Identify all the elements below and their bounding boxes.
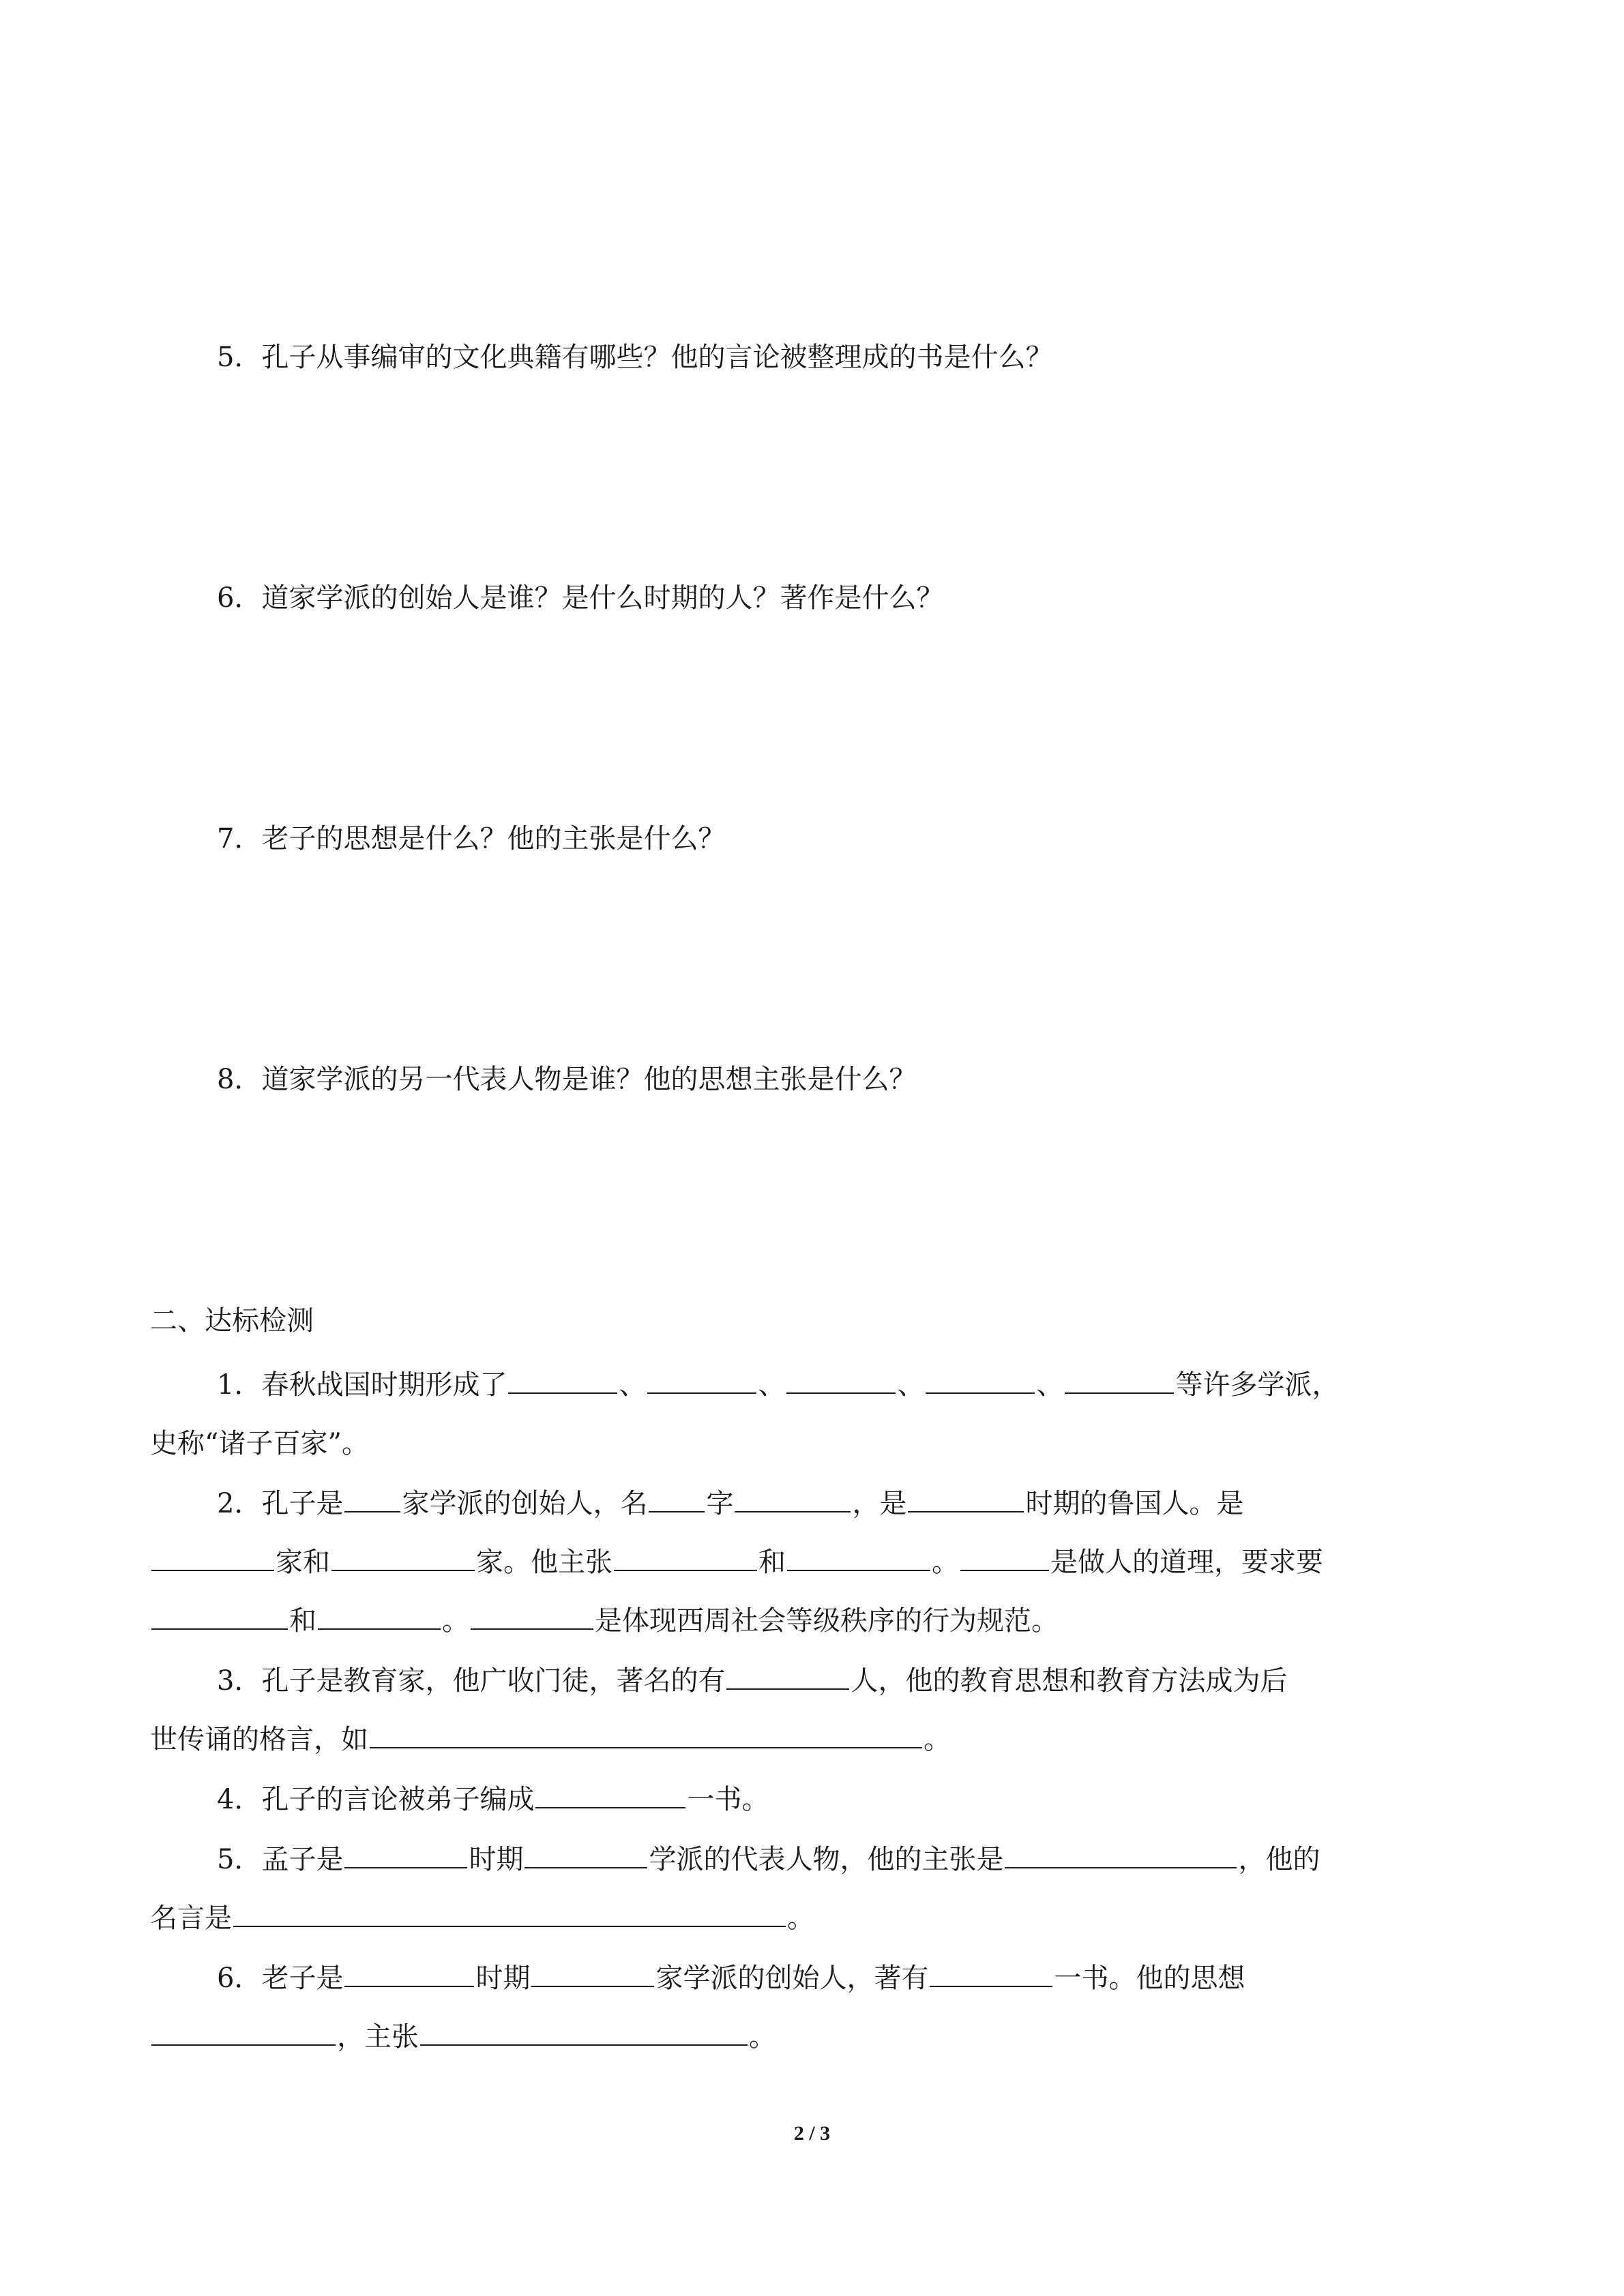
fill-blank[interactable] <box>344 1843 467 1868</box>
fill-blank[interactable] <box>151 1545 274 1571</box>
fill-blank[interactable] <box>344 1487 400 1512</box>
fill-blank[interactable] <box>508 1368 617 1394</box>
fill-blank[interactable] <box>1005 1843 1237 1868</box>
exercise-5-line-1: 5．孟子是 时期 学派的代表人物，他的主张是 ，他的 <box>217 1844 1320 1875</box>
exercise-6-line-1: 6．老子是 时期 家学派的创始人，著有 一书。他的思想 <box>217 1963 1245 1994</box>
fill-blank[interactable] <box>735 1487 851 1512</box>
fill-blank[interactable] <box>960 1545 1049 1571</box>
exercise-1-line-1: 1．春秋战国时期形成了 、 、 、 、 等许多学派， <box>217 1369 1340 1401</box>
fill-blank[interactable] <box>233 1901 786 1927</box>
fill-blank[interactable] <box>1065 1368 1174 1394</box>
fill-blank[interactable] <box>926 1368 1035 1394</box>
fill-blank[interactable] <box>535 1783 685 1808</box>
fill-blank[interactable] <box>930 1961 1052 1987</box>
fill-blank[interactable] <box>525 1843 647 1868</box>
question-7: 7．老子的思想是什么？他的主张是什么？ <box>217 823 726 854</box>
fill-blank[interactable] <box>531 1961 654 1987</box>
exercise-5-line-2: 名言是 。 <box>150 1903 814 1934</box>
fill-blank[interactable] <box>614 1545 757 1571</box>
question-5: 5．孔子从事编审的文化典籍有哪些？他的言论被整理成的书是什么？ <box>217 342 1053 373</box>
fill-blank[interactable] <box>344 1961 474 1987</box>
fill-blank[interactable] <box>151 2020 336 2046</box>
fill-blank[interactable] <box>647 1368 756 1394</box>
exercise-1-line-2: 史称“诸子百家”。 <box>150 1428 369 1459</box>
fill-blank[interactable] <box>420 2020 748 2046</box>
page-number: 2 / 3 <box>793 2122 831 2145</box>
fill-blank[interactable] <box>471 1604 593 1630</box>
exercise-2-line-1: 2．孔子是 家学派的创始人，名 字 ，是 时期的鲁国人。是 <box>217 1488 1244 1519</box>
exercise-2-line-2: 家和 家。他主张 和 。 是做人的道理，要求要 <box>150 1543 1323 1581</box>
section-heading: 二、达标检测 <box>150 1305 314 1337</box>
fill-blank[interactable] <box>331 1545 475 1571</box>
fill-blank[interactable] <box>908 1487 1024 1512</box>
exercise-4: 4．孔子的言论被弟子编成 一书。 <box>217 1784 769 1815</box>
exercise-2-line-3: 和 。 是体现西周社会等级秩序的行为规范。 <box>150 1602 1059 1640</box>
fill-blank[interactable] <box>318 1604 441 1630</box>
question-8: 8．道家学派的另一代表人物是谁？他的思想主张是什么？ <box>217 1064 917 1095</box>
fill-blank[interactable] <box>370 1723 922 1748</box>
fill-blank[interactable] <box>726 1664 849 1690</box>
fill-blank[interactable] <box>649 1487 705 1512</box>
question-6: 6．道家学派的创始人是谁？是什么时期的人？著作是什么？ <box>217 582 944 614</box>
exercise-6-line-2: ，主张 。 <box>150 2018 776 2056</box>
fill-blank[interactable] <box>786 1368 896 1394</box>
fill-blank[interactable] <box>787 1545 930 1571</box>
exercise-3-line-1: 3．孔子是教育家，他广收门徒，著名的有 人，他的教育思想和教育方法成为后 <box>217 1665 1288 1697</box>
exercise-3-line-2: 世传诵的格言，如 。 <box>150 1724 951 1755</box>
fill-blank[interactable] <box>151 1604 288 1630</box>
